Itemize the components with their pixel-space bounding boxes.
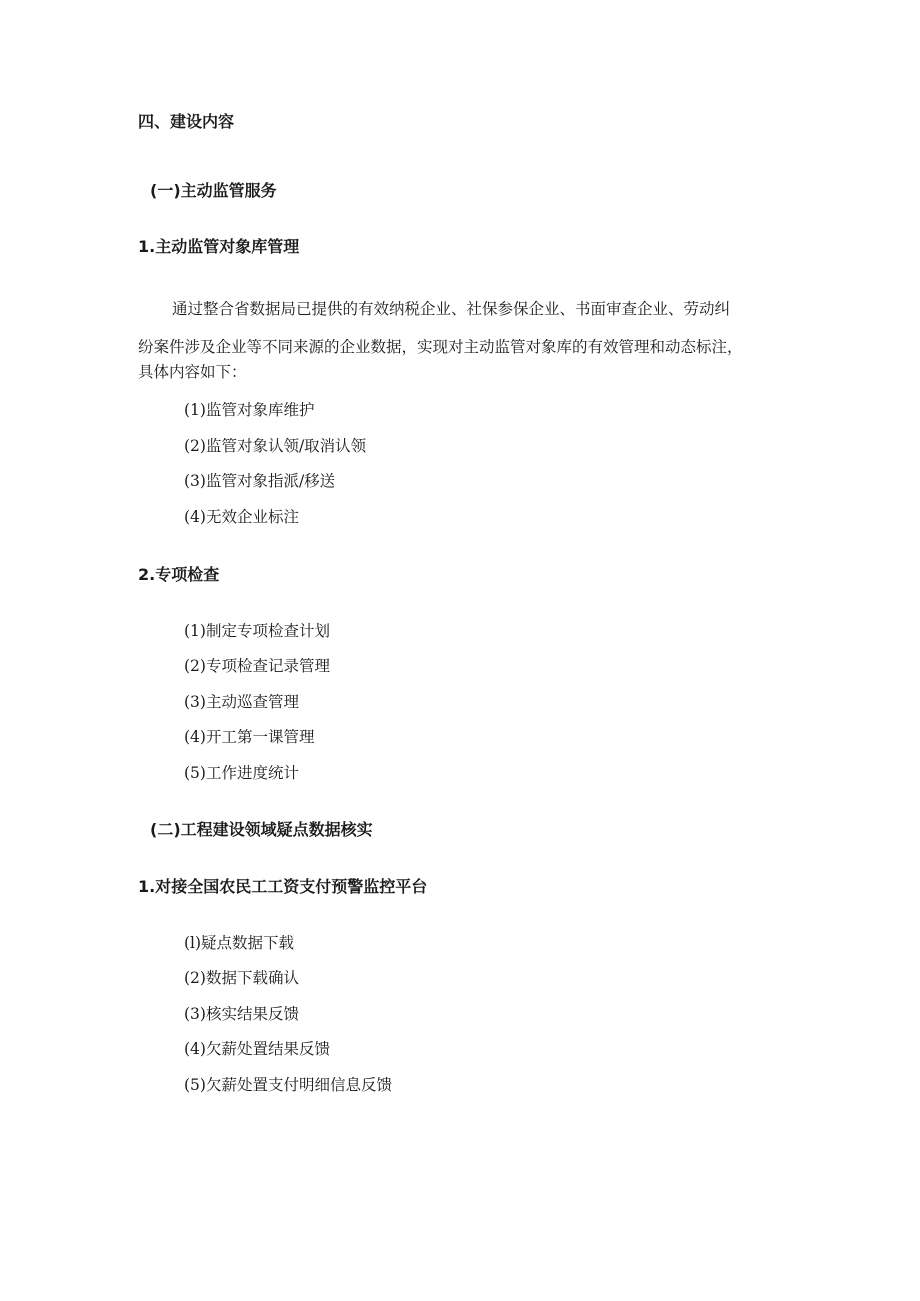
item-heading-1-2: 2.专项检查 <box>138 565 220 584</box>
item-heading-2-1: 1.对接全国农民工工资支付预警监控平台 <box>138 877 428 896</box>
item-heading-1-1: 1.主动监管对象库管理 <box>138 237 300 256</box>
paragraph-line: 纷案件涉及企业等不同来源的企业数据，实现对主动监管对象库的有效管理和动态标注， <box>138 338 743 356</box>
list-item: (4)开工第一课管理 <box>184 728 315 746</box>
list-item: (5)工作进度统计 <box>184 764 299 782</box>
subsection-heading-1: (一)主动监管服务 <box>150 181 277 200</box>
section-heading: 四、建设内容 <box>138 112 235 131</box>
list-item: (2)数据下载确认 <box>184 969 299 987</box>
list-item: (1)监管对象库维护 <box>184 401 315 419</box>
subsection-heading-2: (二)工程建设领域疑点数据核实 <box>150 820 373 839</box>
list-item: (2)专项检查记录管理 <box>184 657 330 675</box>
list-item: (5)欠薪处置支付明细信息反馈 <box>184 1076 392 1094</box>
list-item: (l)疑点数据下载 <box>184 934 295 952</box>
list-item: (3)主动巡查管理 <box>184 693 299 711</box>
list-item: (3)监管对象指派/移送 <box>184 472 336 490</box>
list-item: (3)核实结果反馈 <box>184 1005 299 1023</box>
body-paragraph <box>138 290 798 382</box>
paragraph-line: 通过整合省数据局已提供的有效纳税企业、社保参保企业、书面审查企业、劳动纠 <box>172 300 731 318</box>
paragraph-line: 具体内容如下： <box>138 363 247 381</box>
list-item: (4)无效企业标注 <box>184 508 299 526</box>
list-item: (4)欠薪处置结果反馈 <box>184 1040 330 1058</box>
list-item: (1)制定专项检查计划 <box>184 622 330 640</box>
list-item: (2)监管对象认领/取消认领 <box>184 437 367 455</box>
